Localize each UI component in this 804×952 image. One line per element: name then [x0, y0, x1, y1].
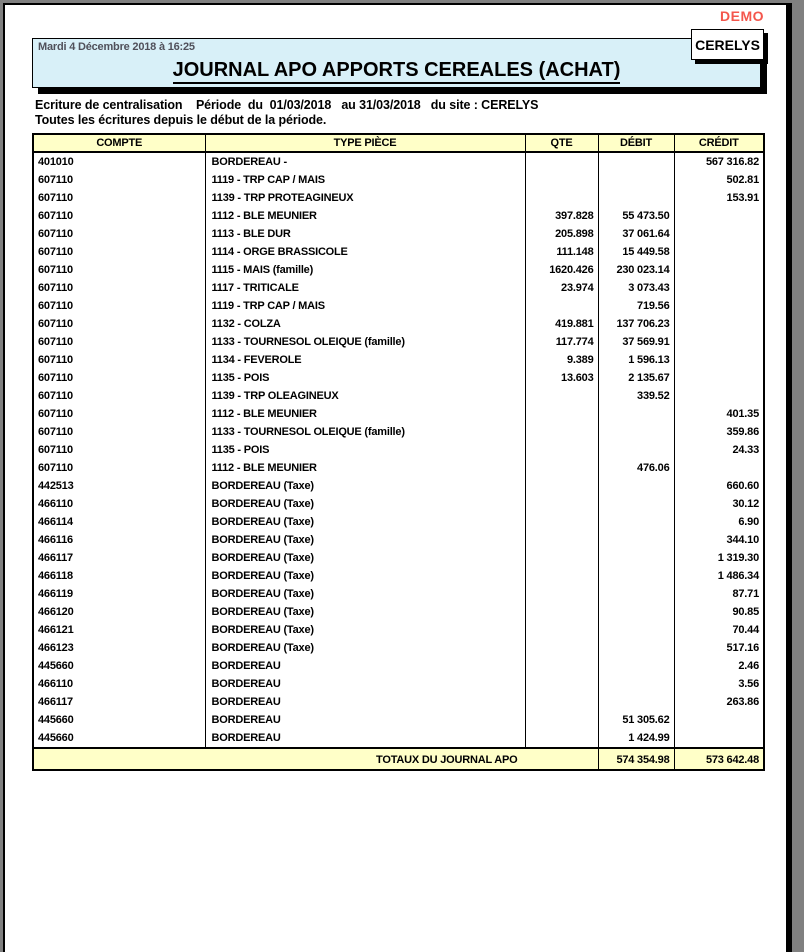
cell-qte: [525, 405, 598, 423]
cell-debit: [598, 189, 674, 207]
cell-debit: [598, 441, 674, 459]
table-row: [33, 315, 764, 333]
cell-qte: [525, 477, 598, 495]
journal-table-footer: [33, 748, 764, 770]
cell-qte: [525, 675, 598, 693]
cell-credit: [674, 711, 764, 729]
cell-credit: [674, 207, 764, 225]
cell-credit: [674, 459, 764, 477]
cell-credit: 517.16: [674, 639, 764, 657]
col-header-compte: COMPTE: [33, 134, 205, 152]
site-box: [691, 29, 764, 60]
cell-debit: 137 706.23: [598, 315, 674, 333]
cell-debit: 339.52: [598, 387, 674, 405]
cell-compte: 445660: [33, 711, 205, 729]
cell-type-piece: 1115 - MAIS (famille): [205, 261, 525, 279]
subtitle-period: Ecriture de centralisation Période du 01/03/2018 au 31/03/2018 du site : CERELYS: [35, 98, 539, 112]
cell-qte: [525, 657, 598, 675]
cell-credit: [674, 225, 764, 243]
cell-credit: [674, 387, 764, 405]
cell-qte: 117.774: [525, 333, 598, 351]
cell-credit: [674, 297, 764, 315]
cell-type-piece: 1112 - BLE MEUNIER: [205, 207, 525, 225]
cell-compte: 607110: [33, 243, 205, 261]
report-title-text: JOURNAL APO APPORTS CEREALES (ACHAT): [173, 59, 621, 84]
cell-credit: [674, 369, 764, 387]
table-row: [33, 495, 764, 513]
cell-compte: 466116: [33, 531, 205, 549]
cell-type-piece: BORDEREAU (Taxe): [205, 531, 525, 549]
table-row: [33, 711, 764, 729]
cell-debit: 1 596.13: [598, 351, 674, 369]
cell-type-piece: 1114 - ORGE BRASSICOLE: [205, 243, 525, 261]
table-row: [33, 423, 764, 441]
cell-qte: [525, 297, 598, 315]
cell-qte: 23.974: [525, 279, 598, 297]
cell-credit: [674, 243, 764, 261]
cell-compte: 466123: [33, 639, 205, 657]
cell-debit: 476.06: [598, 459, 674, 477]
cell-type-piece: BORDEREAU: [205, 729, 525, 748]
cell-type-piece: BORDEREAU (Taxe): [205, 477, 525, 495]
table-row: [33, 729, 764, 748]
cell-qte: [525, 603, 598, 621]
cell-qte: [525, 441, 598, 459]
cell-type-piece: BORDEREAU (Taxe): [205, 639, 525, 657]
cell-type-piece: 1119 - TRP CAP / MAIS: [205, 297, 525, 315]
cell-qte: [525, 567, 598, 585]
totals-credit: 573 642.48: [674, 748, 764, 770]
cell-type-piece: BORDEREAU (Taxe): [205, 495, 525, 513]
cell-credit: 359.86: [674, 423, 764, 441]
table-row: [33, 621, 764, 639]
table-row: [33, 639, 764, 657]
cell-type-piece: BORDEREAU -: [205, 152, 525, 171]
table-row: [33, 441, 764, 459]
col-header-debit: DÉBIT: [598, 134, 674, 152]
cell-debit: [598, 477, 674, 495]
cell-compte: 607110: [33, 459, 205, 477]
cell-qte: [525, 531, 598, 549]
cell-qte: [525, 585, 598, 603]
report-subtitles: [35, 98, 538, 128]
cell-debit: 719.56: [598, 297, 674, 315]
cell-debit: [598, 495, 674, 513]
cell-debit: [598, 639, 674, 657]
cell-type-piece: BORDEREAU (Taxe): [205, 603, 525, 621]
report-title: [33, 59, 760, 82]
cell-compte: 466118: [33, 567, 205, 585]
cell-type-piece: BORDEREAU (Taxe): [205, 513, 525, 531]
cell-qte: [525, 513, 598, 531]
cell-credit: 24.33: [674, 441, 764, 459]
header-row: [33, 134, 764, 152]
cell-debit: [598, 585, 674, 603]
cell-debit: 3 073.43: [598, 279, 674, 297]
cell-debit: [598, 423, 674, 441]
cell-compte: 607110: [33, 333, 205, 351]
cell-compte: 442513: [33, 477, 205, 495]
cell-debit: [598, 405, 674, 423]
cell-qte: [525, 621, 598, 639]
cell-credit: 6.90: [674, 513, 764, 531]
table-row: [33, 675, 764, 693]
cell-debit: [598, 603, 674, 621]
cell-debit: [598, 171, 674, 189]
cell-compte: 607110: [33, 423, 205, 441]
cell-debit: [598, 531, 674, 549]
cell-compte: 607110: [33, 207, 205, 225]
table-row: [33, 603, 764, 621]
journal-table-body: [33, 152, 764, 748]
cell-compte: 466121: [33, 621, 205, 639]
cell-credit: 567 316.82: [674, 152, 764, 171]
cell-compte: 466110: [33, 675, 205, 693]
cell-compte: 607110: [33, 261, 205, 279]
table-row: [33, 297, 764, 315]
cell-debit: [598, 657, 674, 675]
cell-debit: 15 449.58: [598, 243, 674, 261]
cell-type-piece: 1134 - FEVEROLE: [205, 351, 525, 369]
site-name: CERELYS: [695, 36, 760, 53]
cell-type-piece: 1133 - TOURNESOL OLEIQUE (famille): [205, 423, 525, 441]
report-datetime: Mardi 4 Décembre 2018 à 16:25: [38, 41, 195, 53]
table-row: [33, 369, 764, 387]
table-row: [33, 549, 764, 567]
table-row: [33, 477, 764, 495]
cell-type-piece: BORDEREAU: [205, 711, 525, 729]
cell-type-piece: BORDEREAU: [205, 657, 525, 675]
cell-qte: [525, 729, 598, 748]
cell-qte: [525, 549, 598, 567]
cell-qte: [525, 189, 598, 207]
cell-qte: [525, 459, 598, 477]
cell-compte: 607110: [33, 315, 205, 333]
cell-credit: [674, 351, 764, 369]
subtitle-scope: Toutes les écritures depuis le début de la période.: [35, 113, 327, 127]
cell-qte: [525, 152, 598, 171]
cell-debit: [598, 152, 674, 171]
table-row: [33, 261, 764, 279]
cell-type-piece: BORDEREAU (Taxe): [205, 621, 525, 639]
cell-qte: [525, 711, 598, 729]
cell-compte: 607110: [33, 297, 205, 315]
cell-compte: 607110: [33, 189, 205, 207]
cell-qte: 205.898: [525, 225, 598, 243]
table-row: [33, 387, 764, 405]
cell-qte: [525, 423, 598, 441]
cell-type-piece: BORDEREAU (Taxe): [205, 585, 525, 603]
cell-qte: 397.828: [525, 207, 598, 225]
report-page: [3, 3, 792, 952]
cell-type-piece: 1135 - POIS: [205, 441, 525, 459]
cell-compte: 607110: [33, 369, 205, 387]
col-header-credit: CRÉDIT: [674, 134, 764, 152]
cell-type-piece: 1139 - TRP PROTEAGINEUX: [205, 189, 525, 207]
cell-qte: 13.603: [525, 369, 598, 387]
cell-type-piece: 1112 - BLE MEUNIER: [205, 405, 525, 423]
cell-qte: [525, 693, 598, 711]
cell-credit: 87.71: [674, 585, 764, 603]
table-row: [33, 459, 764, 477]
table-row: [33, 405, 764, 423]
demo-watermark: DEMO: [720, 8, 764, 24]
cell-qte: 419.881: [525, 315, 598, 333]
cell-credit: 2.46: [674, 657, 764, 675]
cell-type-piece: 1133 - TOURNESOL OLEIQUE (famille): [205, 333, 525, 351]
table-row: [33, 513, 764, 531]
cell-compte: 607110: [33, 441, 205, 459]
table-row: [33, 567, 764, 585]
cell-debit: 37 569.91: [598, 333, 674, 351]
table-row: [33, 279, 764, 297]
cell-credit: [674, 279, 764, 297]
cell-debit: [598, 567, 674, 585]
cell-compte: 466119: [33, 585, 205, 603]
cell-credit: 153.91: [674, 189, 764, 207]
cell-compte: 607110: [33, 171, 205, 189]
cell-compte: 607110: [33, 387, 205, 405]
cell-debit: 230 023.14: [598, 261, 674, 279]
cell-compte: 466110: [33, 495, 205, 513]
cell-debit: 1 424.99: [598, 729, 674, 748]
cell-credit: 70.44: [674, 621, 764, 639]
cell-compte: 607110: [33, 351, 205, 369]
cell-credit: 401.35: [674, 405, 764, 423]
table-row: [33, 207, 764, 225]
table-row: [33, 152, 764, 171]
cell-compte: 466120: [33, 603, 205, 621]
cell-credit: [674, 333, 764, 351]
cell-debit: [598, 675, 674, 693]
cell-type-piece: BORDEREAU (Taxe): [205, 567, 525, 585]
table-row: [33, 189, 764, 207]
cell-credit: 3.56: [674, 675, 764, 693]
cell-qte: [525, 387, 598, 405]
table-row: [33, 531, 764, 549]
cell-type-piece: BORDEREAU: [205, 675, 525, 693]
cell-debit: [598, 549, 674, 567]
journal-table: [32, 133, 765, 771]
table-row: [33, 171, 764, 189]
cell-qte: 111.148: [525, 243, 598, 261]
cell-debit: 37 061.64: [598, 225, 674, 243]
cell-compte: 445660: [33, 657, 205, 675]
cell-debit: 51 305.62: [598, 711, 674, 729]
cell-credit: 344.10: [674, 531, 764, 549]
cell-credit: 502.81: [674, 171, 764, 189]
table-row: [33, 585, 764, 603]
cell-credit: 1 319.30: [674, 549, 764, 567]
cell-credit: [674, 729, 764, 748]
cell-compte: 607110: [33, 405, 205, 423]
cell-type-piece: BORDEREAU (Taxe): [205, 549, 525, 567]
cell-debit: 2 135.67: [598, 369, 674, 387]
col-header-type-piece: TYPE PIÈCE: [205, 134, 525, 152]
cell-type-piece: 1132 - COLZA: [205, 315, 525, 333]
cell-type-piece: 1119 - TRP CAP / MAIS: [205, 171, 525, 189]
cell-qte: [525, 495, 598, 513]
cell-type-piece: 1113 - BLE DUR: [205, 225, 525, 243]
cell-compte: 401010: [33, 152, 205, 171]
cell-type-piece: 1139 - TRP OLEAGINEUX: [205, 387, 525, 405]
totals-row: [33, 748, 764, 770]
cell-debit: 55 473.50: [598, 207, 674, 225]
cell-credit: [674, 261, 764, 279]
cell-credit: 30.12: [674, 495, 764, 513]
cell-type-piece: 1117 - TRITICALE: [205, 279, 525, 297]
cell-compte: 607110: [33, 279, 205, 297]
totals-label: TOTAUX DU JOURNAL APO: [33, 748, 598, 770]
cell-credit: 1 486.34: [674, 567, 764, 585]
cell-credit: 660.60: [674, 477, 764, 495]
cell-debit: [598, 693, 674, 711]
table-row: [33, 693, 764, 711]
cell-type-piece: 1135 - POIS: [205, 369, 525, 387]
col-header-qte: QTE: [525, 134, 598, 152]
cell-compte: 607110: [33, 225, 205, 243]
table-row: [33, 657, 764, 675]
table-row: [33, 351, 764, 369]
cell-debit: [598, 513, 674, 531]
totals-debit: 574 354.98: [598, 748, 674, 770]
cell-compte: 466117: [33, 693, 205, 711]
cell-type-piece: BORDEREAU: [205, 693, 525, 711]
cell-compte: 466117: [33, 549, 205, 567]
cell-credit: 263.86: [674, 693, 764, 711]
table-row: [33, 333, 764, 351]
cell-compte: 466114: [33, 513, 205, 531]
cell-qte: 9.389: [525, 351, 598, 369]
cell-compte: 445660: [33, 729, 205, 748]
journal-table-header: [33, 134, 764, 152]
cell-qte: [525, 171, 598, 189]
report-header: [32, 38, 761, 88]
cell-debit: [598, 621, 674, 639]
cell-credit: [674, 315, 764, 333]
cell-type-piece: 1112 - BLE MEUNIER: [205, 459, 525, 477]
table-row: [33, 225, 764, 243]
cell-qte: 1620.426: [525, 261, 598, 279]
cell-credit: 90.85: [674, 603, 764, 621]
cell-qte: [525, 639, 598, 657]
table-row: [33, 243, 764, 261]
